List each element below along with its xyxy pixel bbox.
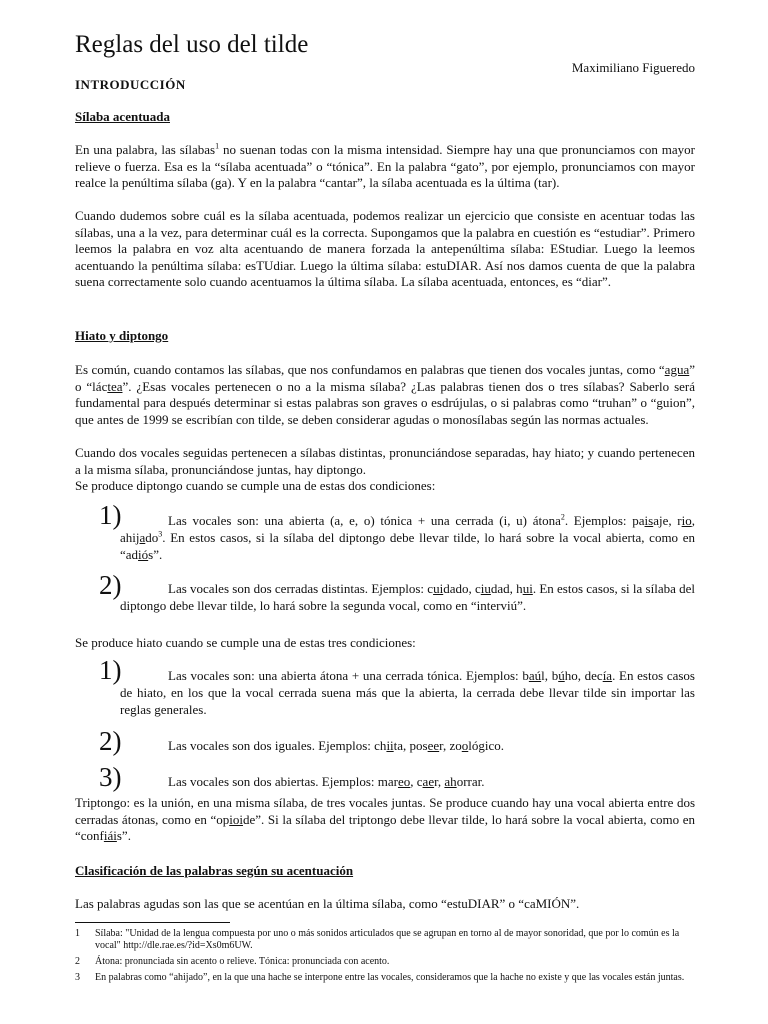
text-run: Las vocales son dos iguales. Ejemplos: ch [168, 738, 387, 753]
footnote-ref: 2 [560, 512, 565, 522]
underlined-example: ú [558, 668, 565, 683]
paragraph-hiato-1 [75, 362, 695, 428]
underlined-example: ió [138, 547, 149, 562]
underlined-example: ui [433, 581, 444, 596]
underlined-example: ee [427, 738, 440, 753]
diptongo-condition-2 [75, 570, 696, 613]
text-run: l, b [541, 668, 559, 683]
text-run: s”. [116, 828, 131, 843]
diptongo-condition-1 [75, 500, 695, 562]
underlined-example: io [681, 513, 692, 528]
list-number: 1) [99, 500, 122, 530]
underlined-example: ioi [229, 811, 243, 827]
text-run: , c [410, 774, 423, 789]
text-run: dado, c [443, 581, 481, 596]
text-run: . En estos casos de hiato, en los que la vocal cerrada suena más que la abierta, la cerrada debe llevar tilde sin importar las reglas generales. [120, 668, 695, 717]
footnote-3 [75, 972, 695, 984]
paragraph-triptongo [75, 795, 695, 845]
footnote-number: 2 [75, 956, 80, 967]
underlined-example: ii [386, 738, 394, 753]
text-run: Las vocales son dos abiertas. Ejemplos: mar [168, 774, 398, 789]
footnote-text: Sílaba: "Unidad de la lengua compuesta por uno o más sonidos articulados que se agrupan en torno al de mayor sonoridad, que por lo común es la vocal" http://dle.rae.es/?id=Xs0m6UW. [95, 928, 680, 951]
list-number: 2) [99, 570, 122, 600]
text-run: de”. Si la sílaba del triptongo debe llevar tilde, lo hará sobre la vocal abierta, como en “conf [75, 811, 695, 843]
section-heading-silaba: Sílaba acentuada [75, 109, 170, 124]
underlined-example: tea [107, 378, 123, 394]
footnote-1 [75, 928, 695, 952]
section-heading-hiato: Hiato y diptongo [75, 328, 169, 343]
list-number: 3) [99, 762, 122, 792]
text-run: Es común, cuando contamos las sílabas, que nos confundamos en palabras que tienen dos vocales juntas, como “ [75, 362, 665, 377]
text-run: ho, dec [564, 668, 603, 683]
paragraph-hiato-2: Cuando dos vocales seguidas pertenecen a sílabas distintas, pronunciándose separadas, hay hiato; y cuando pertenecen a la misma sílaba, pronunciándose juntas, hay diptongo. [75, 445, 695, 477]
text-run: Las vocales son dos cerradas distintas. Ejemplos: c [168, 581, 434, 596]
underlined-example: ui [522, 581, 533, 596]
underlined-example: ía [602, 668, 613, 683]
text-run: lógico. [468, 738, 505, 753]
list-text [120, 512, 695, 563]
footnote-number: 3 [75, 972, 80, 983]
text-run: . Ejemplos: pa [564, 513, 645, 528]
text-run: do [145, 530, 159, 545]
underlined-example: o [461, 738, 469, 753]
footnote-separator [75, 922, 230, 923]
text-run: r, [434, 774, 445, 789]
paragraph-silaba-1 [75, 142, 695, 192]
list-text [120, 773, 695, 790]
footnote-ref: 1 [215, 141, 220, 151]
list-text [120, 667, 695, 718]
text-run: Triptongo: es la unión, en una misma sílaba, de tres vocales juntas. Se produce cuando hay una vocal abierta entre dos cerradas átonas, como en “op [75, 795, 695, 827]
text-run: . En estos casos, si la sílaba del diptongo debe llevar tilde, lo hará sobre la vocal abierta, como en “ad [120, 530, 695, 562]
list-text [120, 580, 695, 614]
text-run: En una palabra, las sílabas [75, 142, 216, 157]
list-number: 2) [99, 726, 122, 756]
hiato-condition-2 [75, 726, 695, 766]
text-run: no suenan todas con la misma intensidad. Siempre hay una que pronunciamos con mayor relieve o fuerza. Esa es la “sílaba acentuada” o “tónica”. En la palabra “gato”, por ejemplo, pronunciamos con mayor realce la penúltima sílaba (ga). Y en la palabra “cantar”, la sílaba acentuada es la última (tar). [75, 142, 695, 190]
footnote-number: 1 [75, 928, 80, 939]
underlined-example: ah [444, 774, 457, 789]
text-run: aje, r [653, 513, 682, 528]
text-run: s”. [148, 547, 163, 562]
paragraph-clasificacion-1: Las palabras agudas son las que se acentúan en la última sílaba, como “estuDIAR” o “caMIÓN”. [75, 896, 580, 911]
footnote-2 [75, 956, 695, 968]
underlined-example: ae [422, 774, 435, 789]
text-run: ta, pos [393, 738, 428, 753]
list-text [120, 737, 695, 754]
text-run: dad, h [490, 581, 523, 596]
text-run: . En estos casos, si la sílaba del diptongo debe llevar tilde, lo hará sobre la segunda vocal, como en “interviú”. [120, 581, 696, 613]
footnote-text: En palabras como “ahijado”, en la que una hache se interpone entre las vocales, consideramos que la hache no existe y que las vocales están juntas. [95, 972, 685, 983]
underlined-example: is [644, 513, 654, 528]
list-number: 1) [99, 655, 122, 685]
text-run: ” o “lác [75, 362, 695, 394]
text-run: r, zo [439, 738, 462, 753]
underlined-example: eo [397, 774, 411, 789]
paragraph-hiato-4: Se produce hiato cuando se cumple una de estas tres condiciones: [75, 635, 416, 650]
document-title: Reglas del uso del tilde [75, 31, 309, 58]
paragraph-silaba-2: Cuando dudemos sobre cuál es la sílaba acentuada, podemos realizar un ejercicio que consiste en acentuar todas las sílabas, una a la vez, para determinar cuál es la correcta. Supongamos que la palabra en cuestión es “estudiar”. Primero leemos la palabra en voz alta acentuando de manera forzada la antepenúltima sílaba: EStudiar. Luego la leemos acentuando la penúltima sílaba: esTUdiar. Luego la última sílaba: estuDIAR. Así nos damos cuenta de que la palabra suena correctamente solo cuando acentuamos la última sílaba. La sílaba acentuada, entonces, es “diar”. [75, 208, 695, 289]
section-heading-clasificacion: Clasificación de las palabras según su acentuación [75, 863, 354, 878]
text-run: orrar. [456, 774, 485, 789]
footnote-text: Átona: pronunciada sin acento o relieve. Tónica: pronunciada con acento. [95, 956, 390, 967]
text-run: Las vocales son: una abierta (a, e, o) tónica + una cerrada (i, u) átona [168, 513, 561, 528]
text-run: , ahi [120, 513, 695, 545]
paragraph-hiato-3: Se produce diptongo cuando se cumple una de estas dos condiciones: [75, 478, 436, 493]
intro-heading: INTRODUCCIÓN [75, 77, 186, 92]
text-run: Las vocales son: una abierta átona + una cerrada tónica. Ejemplos: b [168, 668, 529, 683]
hiato-condition-1 [75, 655, 695, 717]
author-name: Maximiliano Figueredo [571, 60, 695, 75]
underlined-example: aú [528, 668, 542, 683]
underlined-example: agua [664, 362, 690, 377]
text-run: ”. ¿Esas vocales pertenecen o no a la misma sílaba? ¿Las palabras tienen dos o tres sílabas? Saberlo será fundamental para después determinar si estas palabras son graves o esdrújulas, o si palabras como “truhan” o “guion”, que antes de 1999 se escribían con tilde, se deben considerar agudas o monosílabas según las normas actuales. [75, 378, 695, 427]
underlined-example: ja [135, 530, 146, 545]
underlined-example: iu [480, 581, 491, 596]
footnote-ref: 3 [158, 529, 163, 539]
underlined-example: iái [103, 828, 117, 843]
